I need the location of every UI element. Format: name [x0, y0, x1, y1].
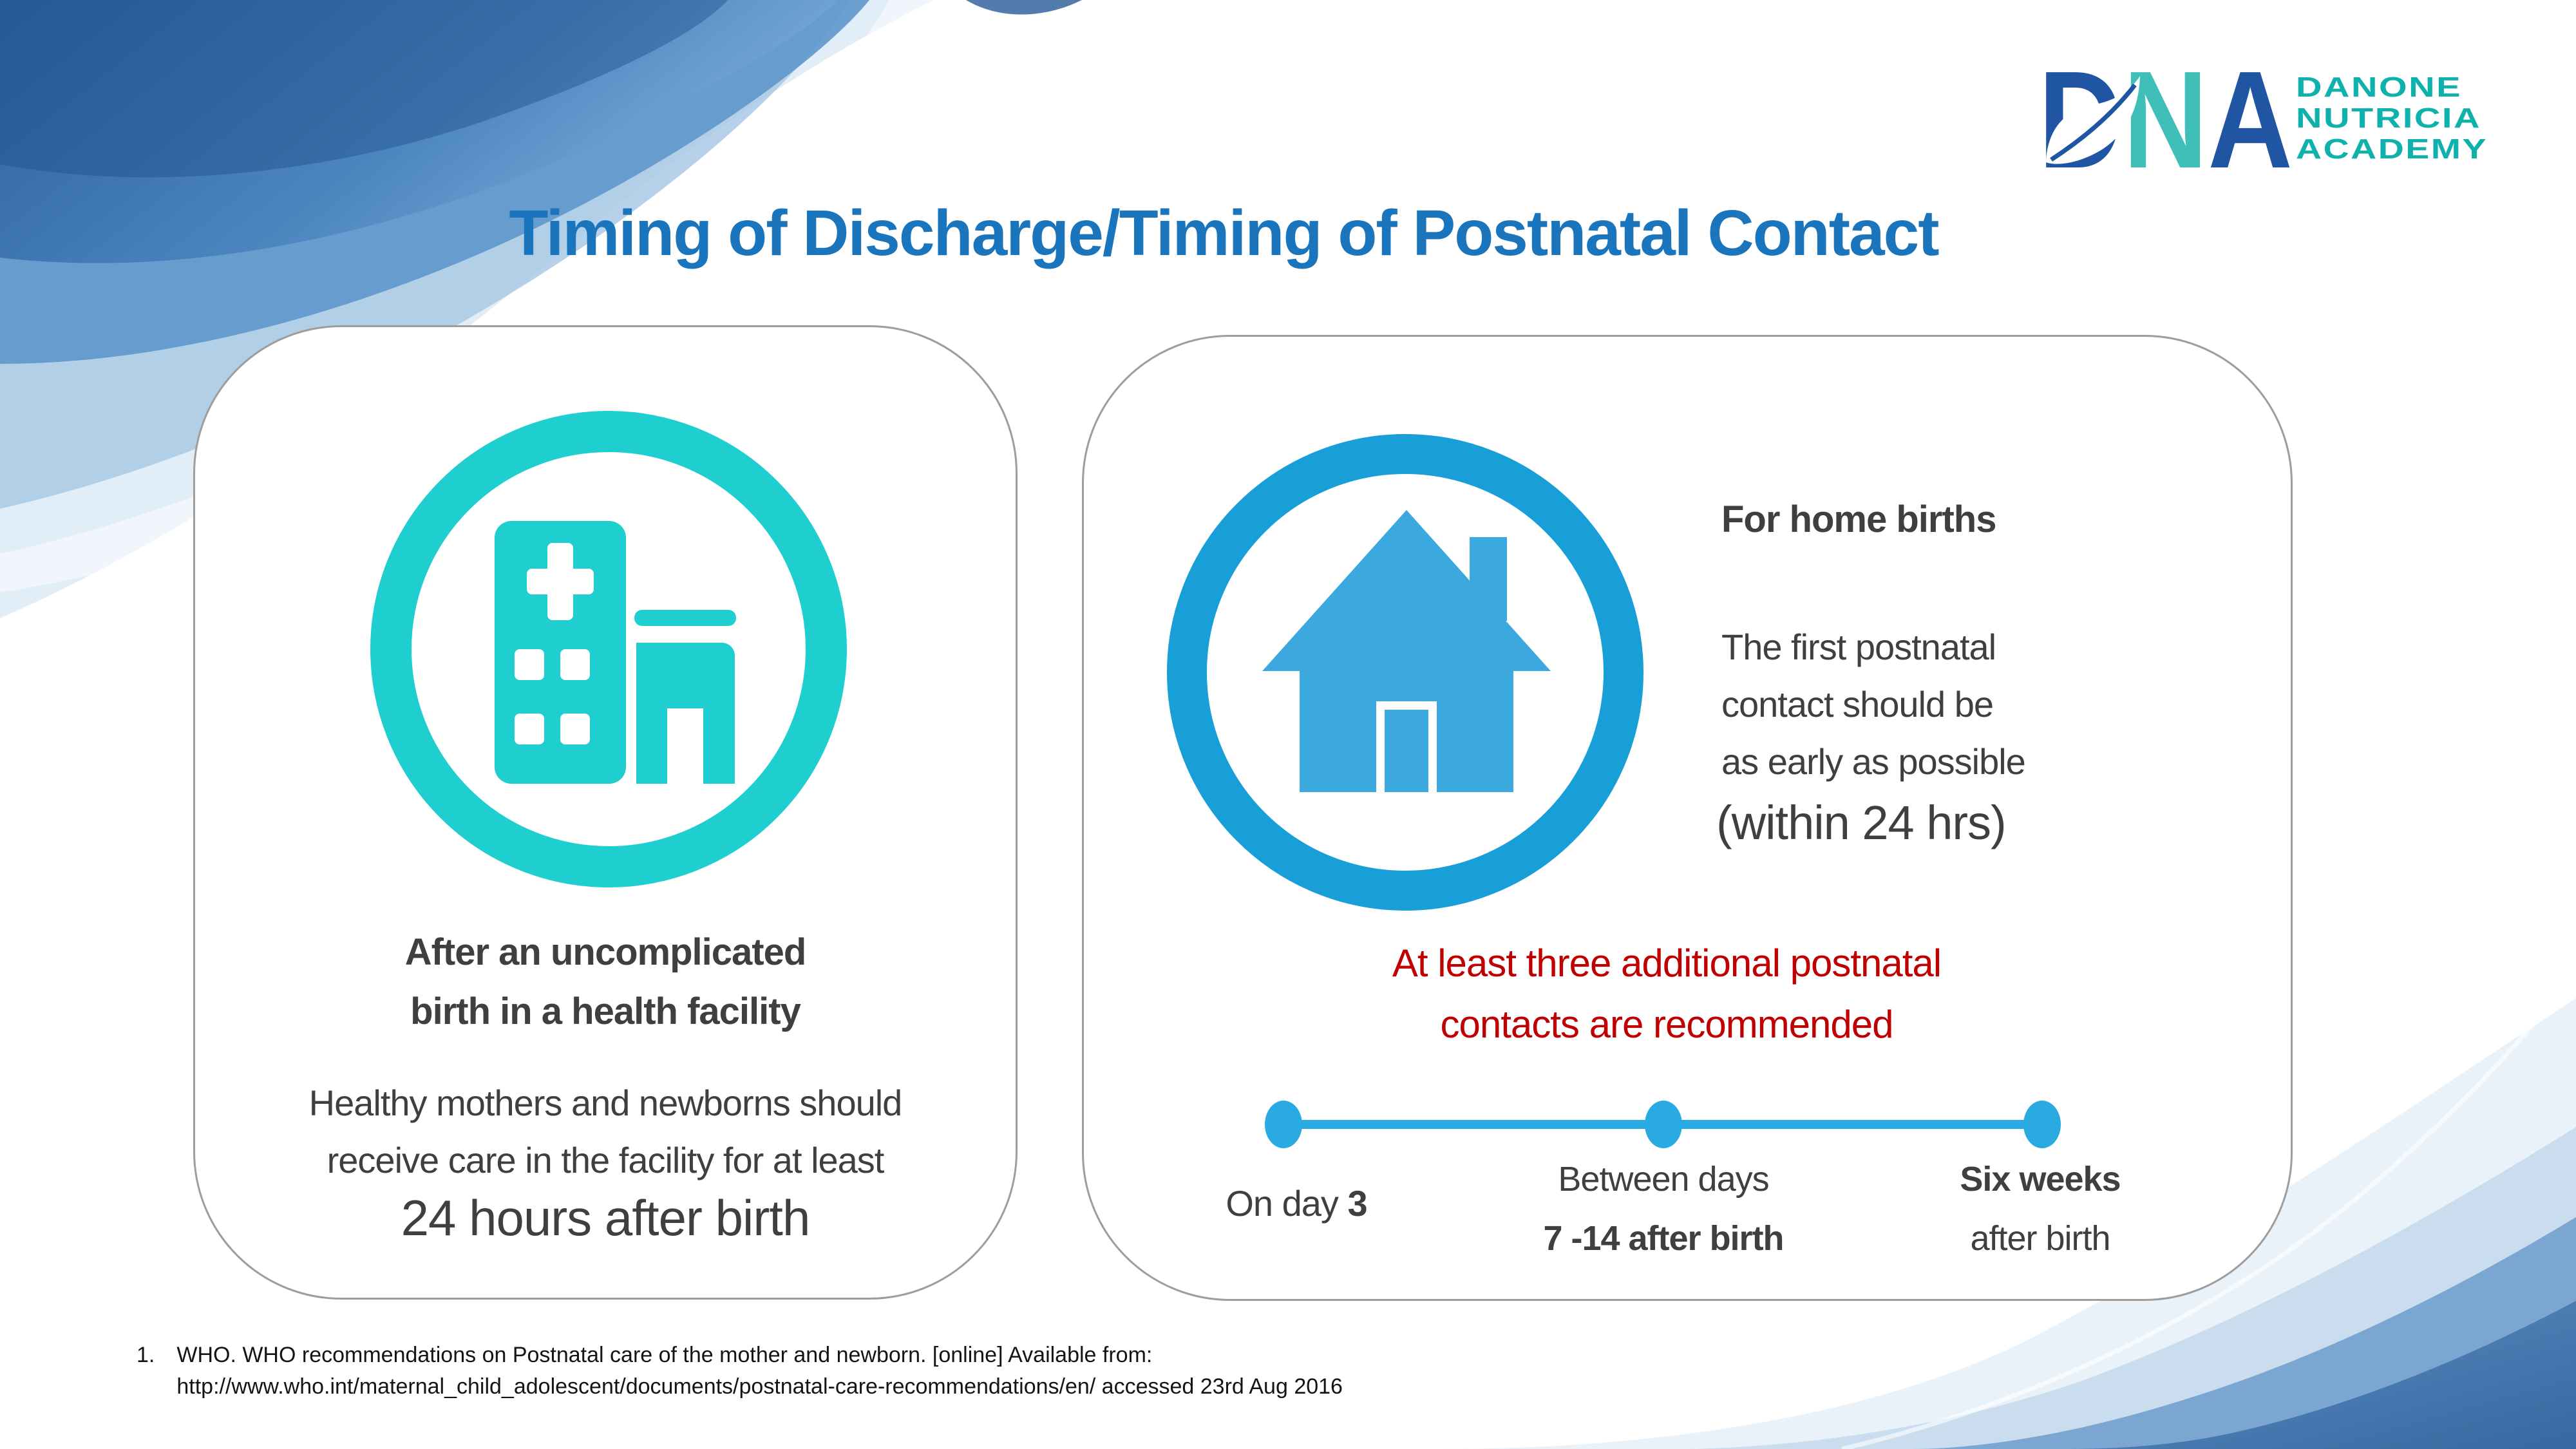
home-card-emphasis: (within 24 hrs) [1716, 796, 2006, 849]
timeline-label-day3-prefix: On day [1226, 1183, 1348, 1224]
facility-body-line1: Healthy mothers and newborns should [308, 1083, 902, 1123]
alert-line1: At least three additional postnatal [1392, 942, 1942, 985]
home-birth-card [1082, 335, 2293, 1301]
timeline-label-day3 [1168, 1174, 1425, 1233]
home-body-line2: contact should be [1721, 684, 1993, 724]
hospital-icon [370, 411, 847, 887]
facility-card-emphasis: 24 hours after birth [401, 1189, 810, 1246]
facility-heading-line2: birth in a health facility [410, 990, 800, 1032]
alert-line2: contacts are recommended [1440, 1003, 1893, 1046]
logo-wordmark-line2: NUTRICIA [2296, 102, 2481, 134]
timeline-dot-days7-14 [1645, 1101, 1682, 1148]
home-card-body [1721, 618, 2025, 790]
facility-birth-card [193, 325, 1018, 1300]
footnote-number: 1. [137, 1343, 155, 1367]
facility-heading-line1: After an uncomplicated [404, 931, 806, 973]
footnote-line2: http://www.who.int/maternal_child_adolescent/documents/postnatal-care-recommendations/en/ accessed 23rd Aug 2016 [176, 1374, 1343, 1399]
timeline-label-six-weeks-line2: after birth [1970, 1219, 2110, 1258]
timeline-label-six-weeks [1911, 1150, 2169, 1268]
home-card-heading: For home births [1721, 498, 1996, 540]
logo-wordmark-line3: ACADEMY [2296, 133, 2488, 165]
timeline-dot-six-weeks [2023, 1101, 2061, 1148]
home-body-line3: as early as possible [1721, 741, 2025, 782]
footnote-text [176, 1340, 1343, 1403]
timeline-label-days7-14-line2: 7 -14 after birth [1543, 1219, 1784, 1258]
danone-nutricia-academy-logo [2038, 59, 2489, 188]
page-title: Timing of Discharge/Timing of Postnatal Contact [509, 197, 1938, 269]
footnote-line1: WHO. WHO recommendations on Postnatal care of the mother and newborn. [online] Available from: [176, 1343, 1153, 1367]
timeline-label-six-weeks-line1: Six weeks [1960, 1160, 2121, 1198]
timeline-label-days7-14-line1: Between days [1558, 1160, 1769, 1198]
facility-body-line2: receive care in the facility for at least [327, 1140, 884, 1180]
timeline-label-days7-14 [1502, 1150, 1824, 1268]
logo-wordmark-line1: DANONE [2296, 71, 2462, 103]
timeline-label-day3-number: 3 [1347, 1183, 1367, 1224]
timeline-dot-day3 [1265, 1101, 1302, 1148]
logo-letter-a: A [2208, 59, 2308, 188]
logo-letter-n: N [2123, 59, 2223, 188]
facility-card-body [195, 1074, 1016, 1189]
alert-text [1084, 933, 2249, 1055]
house-icon [1167, 434, 1643, 911]
home-body-line1: The first postnatal [1721, 627, 1996, 667]
footnote [137, 1340, 1343, 1403]
facility-card-heading [195, 923, 1016, 1041]
